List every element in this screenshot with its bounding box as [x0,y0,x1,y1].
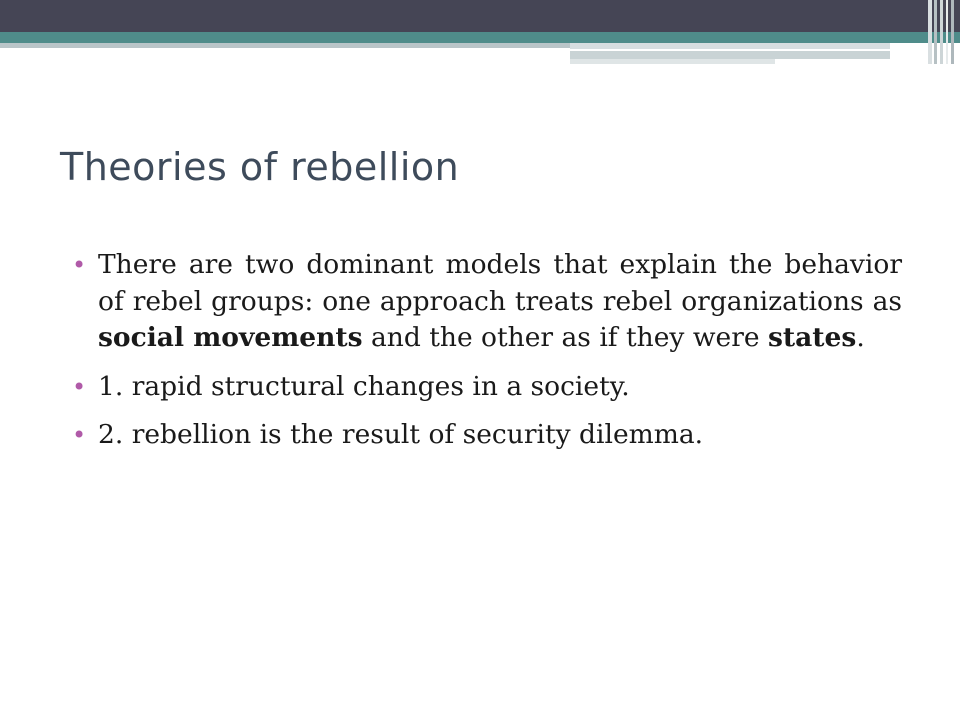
bullet-icon: • [72,372,87,401]
bullet-item [70,417,902,454]
bullet-text: 2. rebellion is the result of security dilemma. [98,419,704,450]
header-vertical-stripe [946,0,948,64]
header-band-grey [570,51,890,59]
header-vertical-stripe [934,0,937,64]
bullet-icon: • [72,251,87,279]
header-band-light [0,43,570,48]
header-band-teal [0,32,960,43]
bullet-text-bold: social movements [98,322,363,353]
bullet-text [98,247,902,357]
bullet-text: 1. rapid structural changes in a society. [98,370,630,402]
bullet-icon: • [72,421,87,449]
bullet-item [70,247,902,357]
bullet-text-segment: There are two dominant models that explain the behavior of rebel groups: one approach treats rebel organizations as [98,249,902,317]
header-vertical-stripe [940,0,943,64]
header-vertical-stripe [928,0,932,64]
bullet-item [70,369,902,406]
header-vertical-stripe [951,0,954,64]
bullet-text-segment: and the other as if they were [362,322,768,353]
header-band-grey-short [570,59,775,64]
header-band-dark [0,0,960,32]
slide-title: Theories of rebellion [60,145,460,189]
bullet-list [70,247,902,466]
bullet-text-segment: . [856,322,865,353]
bullet-text-bold: states [767,322,857,353]
